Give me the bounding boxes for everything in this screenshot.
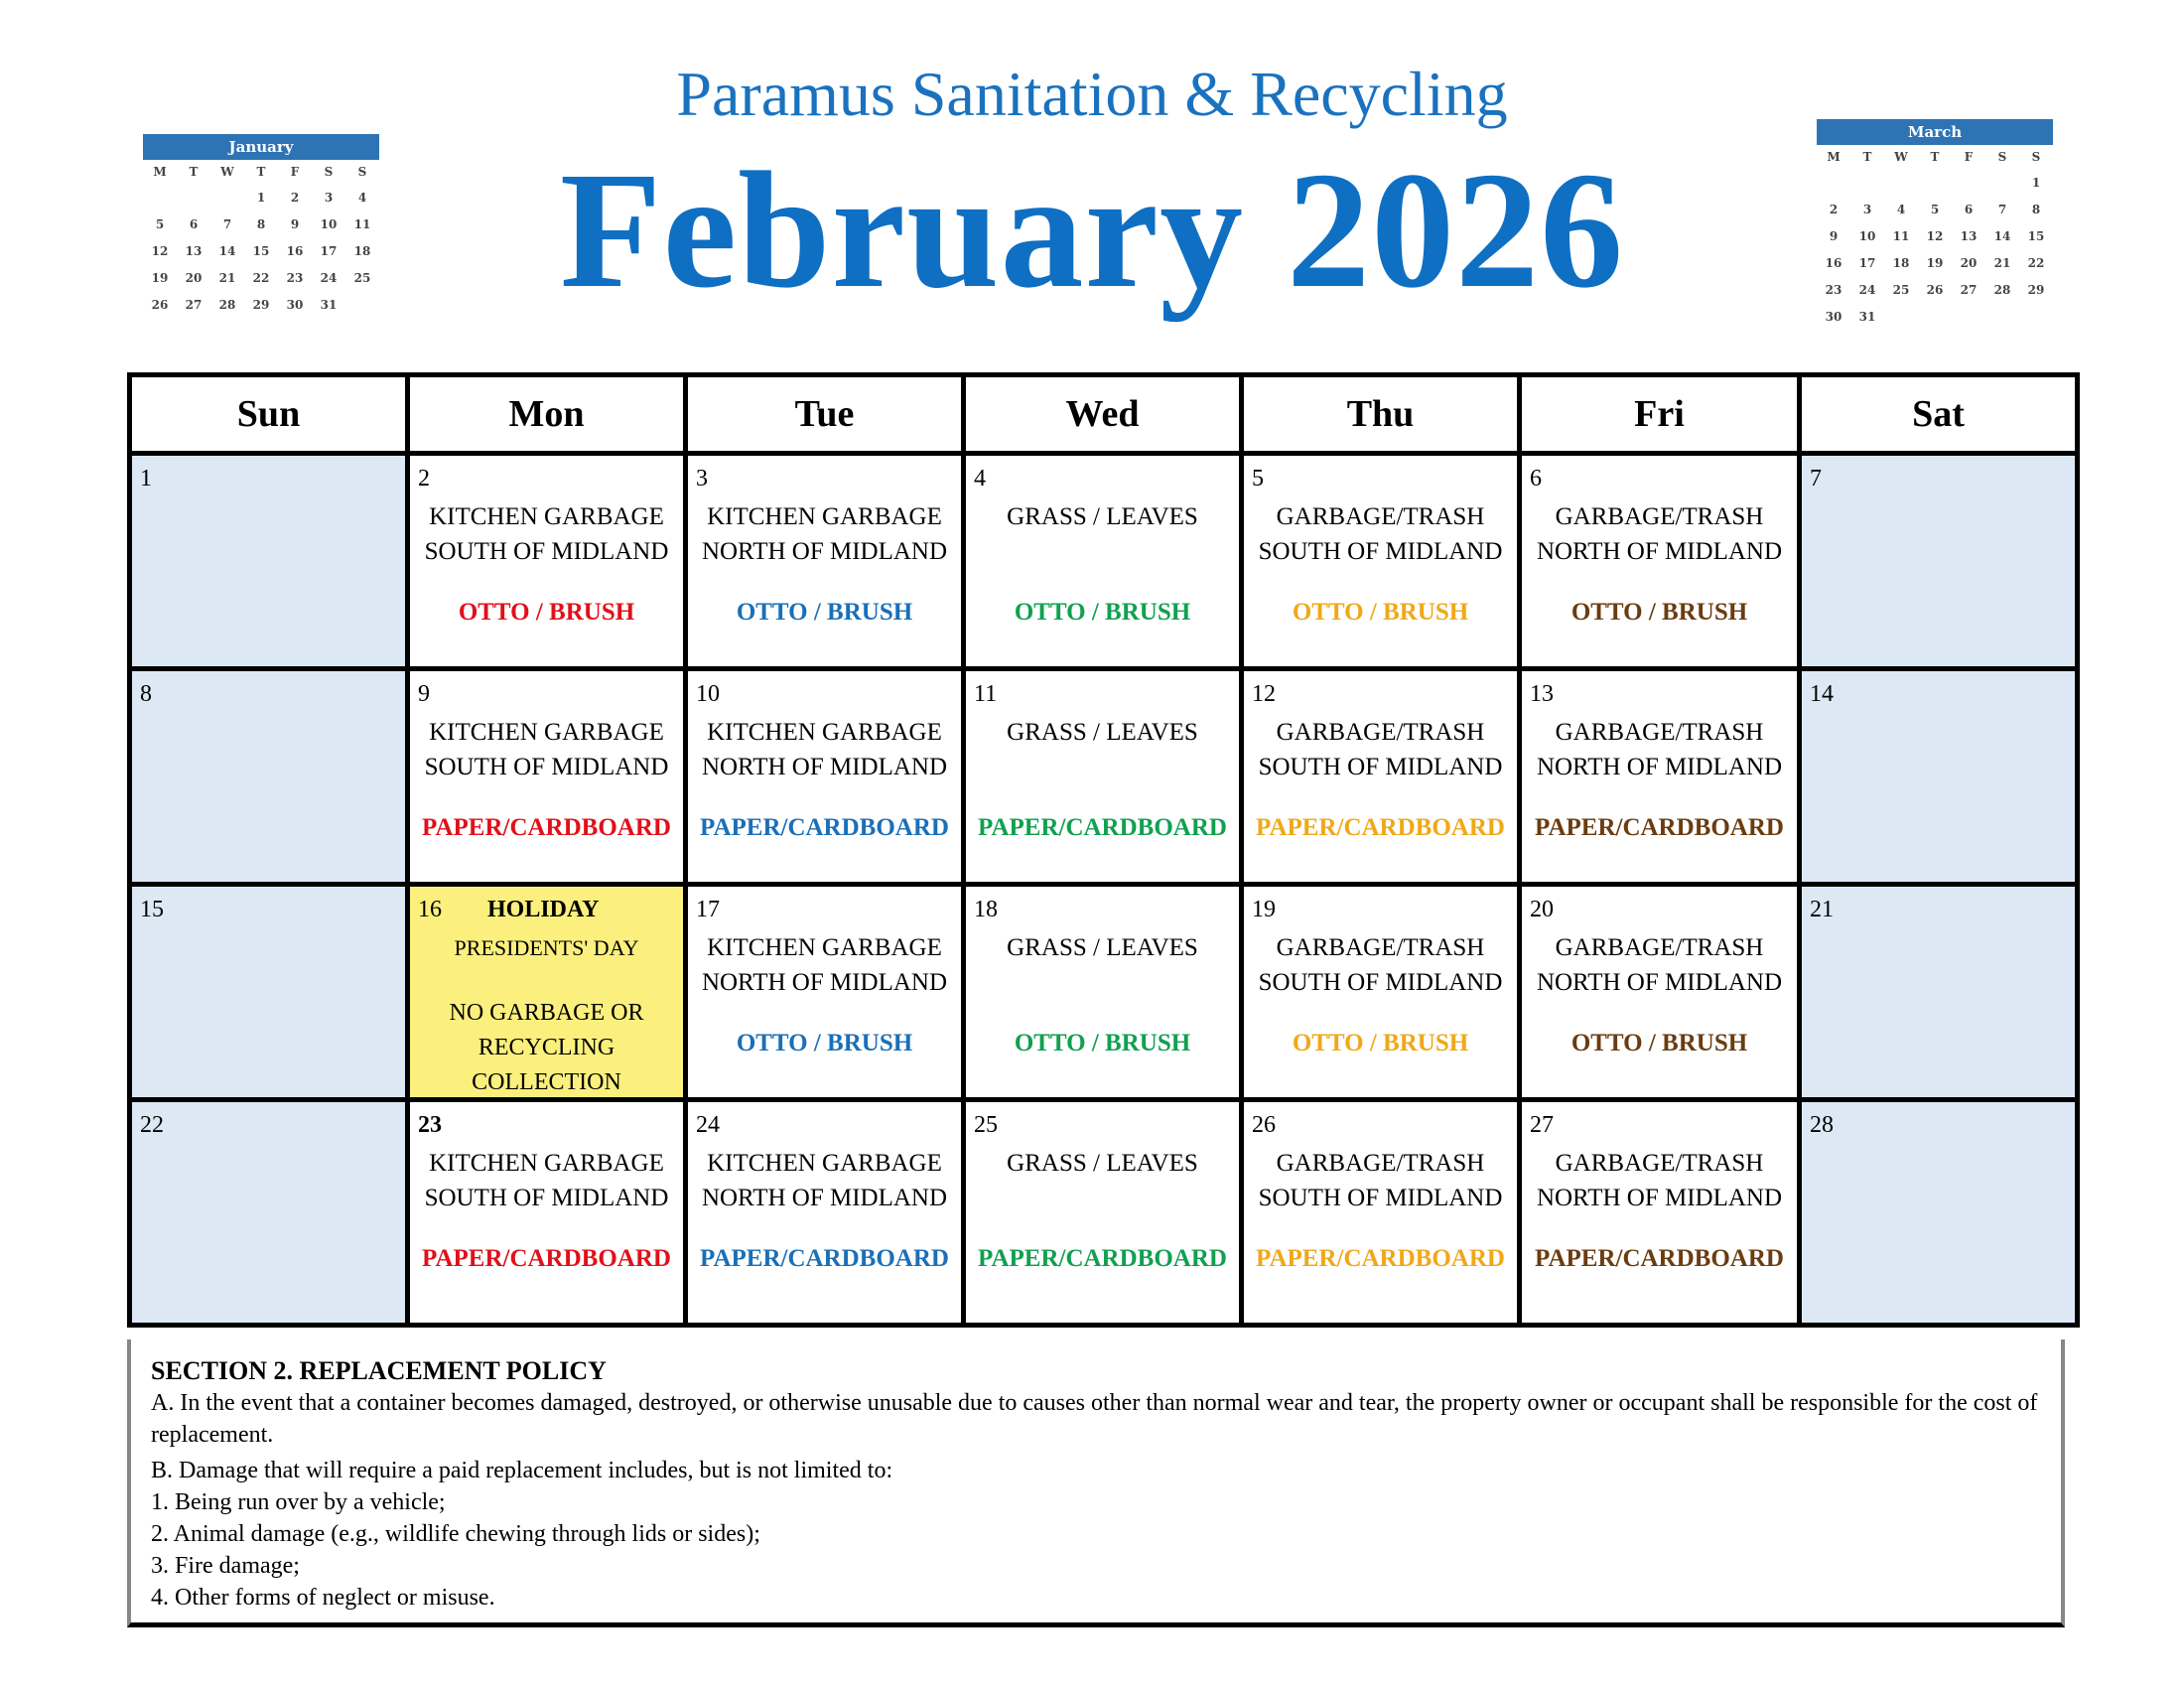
day-number: 22 [140, 1112, 164, 1138]
mini-day [177, 184, 210, 211]
mini-day [2019, 303, 2053, 330]
collection-line: GARBAGE/TRASH [1276, 503, 1485, 530]
policy-paragraph-a: A. In the event that a container becomes damaged, destroyed, or otherwise unusable due to causes other than normal wear and tear, the property owner or occupant shall be responsible for the cost of replacement. [151, 1390, 2038, 1448]
mini-week-row [1817, 276, 2053, 303]
mini-day [1918, 169, 1952, 196]
collection-type [410, 499, 683, 569]
mini-day: 4 [357, 190, 367, 205]
day-cell-17[interactable] [686, 885, 964, 1100]
mini-week-row [143, 291, 379, 318]
collection-line: KITCHEN GARBAGE [707, 1150, 942, 1177]
mini-day: 2 [1829, 202, 1839, 216]
collection-line: SOUTH OF MIDLAND [1258, 538, 1503, 565]
day-cell-6[interactable] [1520, 454, 1800, 669]
day-cell-21[interactable] [1800, 885, 2078, 1100]
collection-type [688, 715, 961, 784]
mini-day: 5 [155, 216, 165, 231]
day-cell-9[interactable] [408, 669, 686, 885]
mini-day: 3 [1862, 202, 1872, 216]
mini-dow-label: S [324, 165, 334, 179]
mini-day: 9 [1829, 228, 1839, 243]
day-cell-27[interactable] [1520, 1100, 1800, 1326]
week-row [130, 454, 2078, 669]
recycling-type: OTTO / BRUSH [1014, 599, 1191, 626]
day-number: 8 [140, 681, 152, 707]
collection-line: KITCHEN GARBAGE [707, 934, 942, 961]
day-number: 5 [1252, 466, 1264, 492]
policy-heading: SECTION 2. REPLACEMENT POLICY [151, 1356, 607, 1385]
mini-dow-label: S [1997, 150, 2007, 164]
collection-line: GARBAGE/TRASH [1555, 934, 1764, 961]
month-calendar [127, 372, 2080, 1328]
recycling-type: OTTO / BRUSH [458, 599, 635, 626]
collection-line: SOUTH OF MIDLAND [424, 538, 669, 565]
day-cell-4[interactable] [964, 454, 1242, 669]
day-number: 21 [1810, 897, 1834, 922]
day-number: 20 [1530, 897, 1554, 922]
mini-day [1817, 169, 1850, 196]
day-number: 26 [1252, 1112, 1276, 1138]
collection-line: NORTH OF MIDLAND [1536, 538, 1783, 565]
day-cell-28[interactable] [1800, 1100, 2078, 1326]
mini-day: 4 [1896, 202, 1906, 216]
recycling-type: PAPER/CARDBOARD [1535, 1245, 1784, 1272]
day-cell-15[interactable] [130, 885, 408, 1100]
collection-type [410, 1146, 683, 1215]
collection-type [1522, 1146, 1797, 1215]
mini-day: 22 [252, 270, 270, 285]
day-cell-22[interactable] [130, 1100, 408, 1326]
collection-line: NORTH OF MIDLAND [701, 754, 948, 780]
day-number: 6 [1530, 466, 1542, 492]
recycling-type: OTTO / BRUSH [1570, 599, 1748, 626]
mini-dow-row [143, 160, 379, 184]
month-title: February 2026 [559, 138, 1625, 323]
weekday-tue: Tue [686, 375, 964, 454]
mini-week-row [143, 184, 379, 211]
collection-type [1522, 715, 1797, 784]
weekday-sun: Sun [130, 375, 408, 454]
collection-type [1244, 715, 1517, 784]
mini-dow-label: T [1862, 150, 1872, 164]
day-number: 14 [1810, 681, 1834, 707]
mini-day: 20 [185, 270, 203, 285]
holiday-label: HOLIDAY [487, 897, 600, 922]
mini-calendar-grid [143, 160, 379, 318]
mini-day [143, 184, 177, 211]
mini-day: 21 [218, 270, 236, 285]
collection-line: NORTH OF MIDLAND [1536, 969, 1783, 996]
mini-day: 19 [1926, 255, 1944, 270]
day-cell-16[interactable] [408, 885, 686, 1100]
mini-dow-label: F [1964, 150, 1974, 164]
day-number: 27 [1530, 1112, 1554, 1138]
day-number: 17 [696, 897, 720, 922]
mini-day [1952, 169, 1985, 196]
mini-week-row [1817, 222, 2053, 249]
mini-dow-label: W [220, 165, 234, 179]
day-number: 4 [974, 466, 986, 492]
mini-day: 27 [1960, 282, 1978, 297]
mini-day: 15 [2027, 228, 2045, 243]
mini-dow-label: T [256, 165, 266, 179]
mini-day: 26 [1926, 282, 1944, 297]
day-number: 18 [974, 897, 998, 922]
mini-day: 29 [252, 297, 270, 312]
collection-type [688, 1146, 961, 1215]
mini-calendar-january [143, 134, 379, 318]
collection-line: SOUTH OF MIDLAND [1258, 969, 1503, 996]
recycling-type: PAPER/CARDBOARD [422, 1245, 671, 1272]
mini-day: 24 [1858, 282, 1876, 297]
mini-dow-label: S [2031, 150, 2041, 164]
recycling-type: OTTO / BRUSH [1014, 1030, 1191, 1056]
recycling-type: PAPER/CARDBOARD [1535, 814, 1784, 841]
collection-type [966, 1146, 1239, 1181]
day-cell-24[interactable] [686, 1100, 964, 1326]
recycling-type: OTTO / BRUSH [1570, 1030, 1748, 1056]
mini-day: 17 [320, 243, 338, 258]
mini-day: 13 [185, 243, 203, 258]
collection-line: GARBAGE/TRASH [1555, 719, 1764, 746]
mini-day: 26 [151, 297, 169, 312]
week-row [130, 669, 2078, 885]
policy-item: 1. Being run over by a vehicle; [151, 1489, 446, 1515]
mini-day: 18 [353, 243, 371, 258]
collection-type [410, 715, 683, 784]
collection-line: KITCHEN GARBAGE [707, 719, 942, 746]
day-number: 10 [696, 681, 720, 707]
collection-type [688, 930, 961, 1000]
collection-line: GRASS / LEAVES [1007, 934, 1198, 961]
collection-type [1244, 930, 1517, 1000]
policy-paragraph-b: B. Damage that will require a paid replacement includes, but is not limited to: [151, 1458, 893, 1483]
mini-day: 8 [256, 216, 266, 231]
mini-dow-row [1817, 145, 2053, 169]
mini-day: 28 [1993, 282, 2011, 297]
day-cell-12[interactable] [1242, 669, 1520, 885]
recycling-type: PAPER/CARDBOARD [700, 814, 949, 841]
mini-calendar-grid [1817, 145, 2053, 330]
mini-day: 15 [252, 243, 270, 258]
mini-day: 3 [324, 190, 334, 205]
day-number: 24 [696, 1112, 720, 1138]
day-cell-10[interactable] [686, 669, 964, 885]
day-cell-3[interactable] [686, 454, 964, 669]
day-cell-26[interactable] [1242, 1100, 1520, 1326]
recycling-type: PAPER/CARDBOARD [978, 1245, 1227, 1272]
recycling-type: OTTO / BRUSH [736, 599, 913, 626]
mini-day: 31 [1858, 309, 1876, 324]
recycling-type: PAPER/CARDBOARD [1256, 1245, 1505, 1272]
recycling-type: OTTO / BRUSH [1292, 1030, 1469, 1056]
mini-day: 6 [189, 216, 199, 231]
policy-item: 3. Fire damage; [151, 1553, 300, 1579]
mini-week-row [1817, 169, 2053, 196]
mini-day: 30 [1825, 309, 1843, 324]
mini-dow-label: M [1827, 150, 1841, 164]
mini-day: 27 [185, 297, 203, 312]
day-cell-20[interactable] [1520, 885, 1800, 1100]
mini-day: 17 [1858, 255, 1876, 270]
day-number: 7 [1810, 466, 1822, 492]
collection-line: KITCHEN GARBAGE [707, 503, 942, 530]
day-cell-19[interactable] [1242, 885, 1520, 1100]
collection-line: NORTH OF MIDLAND [701, 969, 948, 996]
collection-type [1522, 930, 1797, 1000]
mini-day: 31 [320, 297, 338, 312]
day-cell-14[interactable] [1800, 669, 2078, 885]
mini-day: 25 [353, 270, 371, 285]
organization-title: Paramus Sanitation & Recycling [676, 59, 1508, 129]
mini-day: 20 [1960, 255, 1978, 270]
mini-day [1985, 303, 2019, 330]
mini-day [1850, 169, 1884, 196]
mini-week-row [143, 264, 379, 291]
mini-day [1985, 169, 2019, 196]
day-number: 25 [974, 1112, 998, 1138]
collection-line: NORTH OF MIDLAND [701, 538, 948, 565]
day-number: 15 [140, 897, 164, 922]
day-cell-18[interactable] [964, 885, 1242, 1100]
mini-day: 21 [1993, 255, 2011, 270]
collection-line: NORTH OF MIDLAND [1536, 754, 1783, 780]
collection-line: GARBAGE/TRASH [1276, 934, 1485, 961]
replacement-policy-section [127, 1339, 2065, 1627]
day-number: 28 [1810, 1112, 1834, 1138]
day-number: 9 [418, 681, 430, 707]
policy-item: 4. Other forms of neglect or misuse. [151, 1585, 495, 1611]
mini-day: 23 [1825, 282, 1843, 297]
mini-day: 12 [151, 243, 169, 258]
weekday-header-row [130, 375, 2078, 454]
collection-type [966, 930, 1239, 965]
policy-item: 2. Animal damage (e.g., wildlife chewing through lids or sides); [151, 1521, 760, 1547]
day-cell-5[interactable] [1242, 454, 1520, 669]
day-number: 19 [1252, 897, 1276, 922]
collection-line: GRASS / LEAVES [1007, 1150, 1198, 1177]
mini-day: 11 [353, 216, 371, 231]
collection-type [1522, 499, 1797, 569]
holiday-note-line: COLLECTION [472, 1069, 621, 1095]
recycling-type: PAPER/CARDBOARD [1256, 814, 1505, 841]
mini-day [210, 184, 244, 211]
holiday-name [410, 930, 683, 965]
collection-line: KITCHEN GARBAGE [429, 719, 664, 746]
recycling-type: OTTO / BRUSH [1292, 599, 1469, 626]
weekday-wed: Wed [964, 375, 1242, 454]
collection-line: NORTH OF MIDLAND [701, 1185, 948, 1211]
collection-line: SOUTH OF MIDLAND [1258, 1185, 1503, 1211]
mini-dow-label: M [153, 165, 167, 179]
mini-day: 12 [1926, 228, 1944, 243]
mini-day: 10 [320, 216, 338, 231]
collection-type [1244, 1146, 1517, 1215]
collection-line: SOUTH OF MIDLAND [424, 754, 669, 780]
mini-day [345, 291, 379, 318]
day-number: 2 [418, 466, 430, 492]
mini-day: 22 [2027, 255, 2045, 270]
mini-day: 14 [1993, 228, 2011, 243]
mini-day: 28 [218, 297, 236, 312]
mini-day: 13 [1960, 228, 1978, 243]
holiday-note [410, 996, 683, 1100]
mini-calendar-march [1817, 119, 2053, 330]
mini-dow-label: F [290, 165, 300, 179]
collection-line: GRASS / LEAVES [1007, 719, 1198, 746]
holiday-name-line: PRESIDENTS' DAY [454, 935, 639, 960]
recycling-type: OTTO / BRUSH [736, 1030, 913, 1056]
mini-day [1952, 303, 1985, 330]
mini-week-row [143, 211, 379, 237]
week-row [130, 1100, 2078, 1326]
collection-line: NORTH OF MIDLAND [1536, 1185, 1783, 1211]
collection-line: GARBAGE/TRASH [1555, 1150, 1764, 1177]
mini-day: 5 [1930, 202, 1940, 216]
weekday-mon: Mon [408, 375, 686, 454]
mini-week-row [1817, 303, 2053, 330]
mini-day: 29 [2027, 282, 2045, 297]
collection-line: GRASS / LEAVES [1007, 503, 1198, 530]
collection-type [966, 715, 1239, 750]
weekday-fri: Fri [1520, 375, 1800, 454]
collection-line: SOUTH OF MIDLAND [424, 1185, 669, 1211]
mini-day: 23 [286, 270, 304, 285]
weekday-thu: Thu [1242, 375, 1520, 454]
day-number: 16 [418, 897, 442, 922]
mini-day: 7 [222, 216, 232, 231]
collection-line: KITCHEN GARBAGE [429, 1150, 664, 1177]
collection-type [966, 499, 1239, 534]
mini-day: 14 [218, 243, 236, 258]
mini-day [1884, 169, 1918, 196]
day-cell-13[interactable] [1520, 669, 1800, 885]
mini-dow-label: S [357, 165, 367, 179]
mini-day: 30 [286, 297, 304, 312]
mini-calendar-month: March [1817, 119, 2053, 145]
day-cell-7[interactable] [1800, 454, 2078, 669]
day-cell-8[interactable] [130, 669, 408, 885]
day-number: 23 [418, 1112, 442, 1138]
day-cell-2[interactable] [408, 454, 686, 669]
day-cell-25[interactable] [964, 1100, 1242, 1326]
recycling-type: PAPER/CARDBOARD [700, 1245, 949, 1272]
mini-week-row [1817, 196, 2053, 222]
day-number: 13 [1530, 681, 1554, 707]
collection-line: GARBAGE/TRASH [1276, 719, 1485, 746]
mini-calendar-month: January [143, 134, 379, 160]
mini-dow-label: T [1930, 150, 1940, 164]
mini-day: 25 [1892, 282, 1910, 297]
collection-line: KITCHEN GARBAGE [429, 503, 664, 530]
day-cell-11[interactable] [964, 669, 1242, 885]
mini-dow-label: W [1894, 150, 1908, 164]
mini-day: 2 [290, 190, 300, 205]
mini-day: 24 [320, 270, 338, 285]
recycling-type: PAPER/CARDBOARD [978, 814, 1227, 841]
mini-week-row [1817, 249, 2053, 276]
mini-day: 18 [1892, 255, 1910, 270]
collection-type [688, 499, 961, 569]
day-number: 3 [696, 466, 708, 492]
mini-day: 16 [286, 243, 304, 258]
day-cell-1[interactable] [130, 454, 408, 669]
mini-day: 1 [256, 190, 266, 205]
collection-type [1244, 499, 1517, 569]
day-number: 1 [140, 466, 152, 492]
mini-day: 9 [290, 216, 300, 231]
mini-day: 1 [2031, 175, 2041, 190]
collection-line: GARBAGE/TRASH [1555, 503, 1764, 530]
mini-day: 8 [2031, 202, 2041, 216]
holiday-note-line: NO GARBAGE OR [449, 1000, 644, 1026]
mini-day [1884, 303, 1918, 330]
mini-day: 11 [1892, 228, 1910, 243]
mini-dow-label: T [189, 165, 199, 179]
collection-line: SOUTH OF MIDLAND [1258, 754, 1503, 780]
day-cell-23[interactable] [408, 1100, 686, 1326]
week-row [130, 885, 2078, 1100]
holiday-note-line: RECYCLING [478, 1035, 615, 1060]
mini-day: 19 [151, 270, 169, 285]
mini-day: 16 [1825, 255, 1843, 270]
mini-day: 7 [1997, 202, 2007, 216]
collection-line: GARBAGE/TRASH [1276, 1150, 1485, 1177]
weekday-sat: Sat [1800, 375, 2078, 454]
day-number: 11 [974, 681, 998, 707]
day-number: 12 [1252, 681, 1276, 707]
recycling-type: PAPER/CARDBOARD [422, 814, 671, 841]
mini-day: 10 [1858, 228, 1876, 243]
mini-week-row [143, 237, 379, 264]
mini-day: 6 [1964, 202, 1974, 216]
mini-day [1918, 303, 1952, 330]
